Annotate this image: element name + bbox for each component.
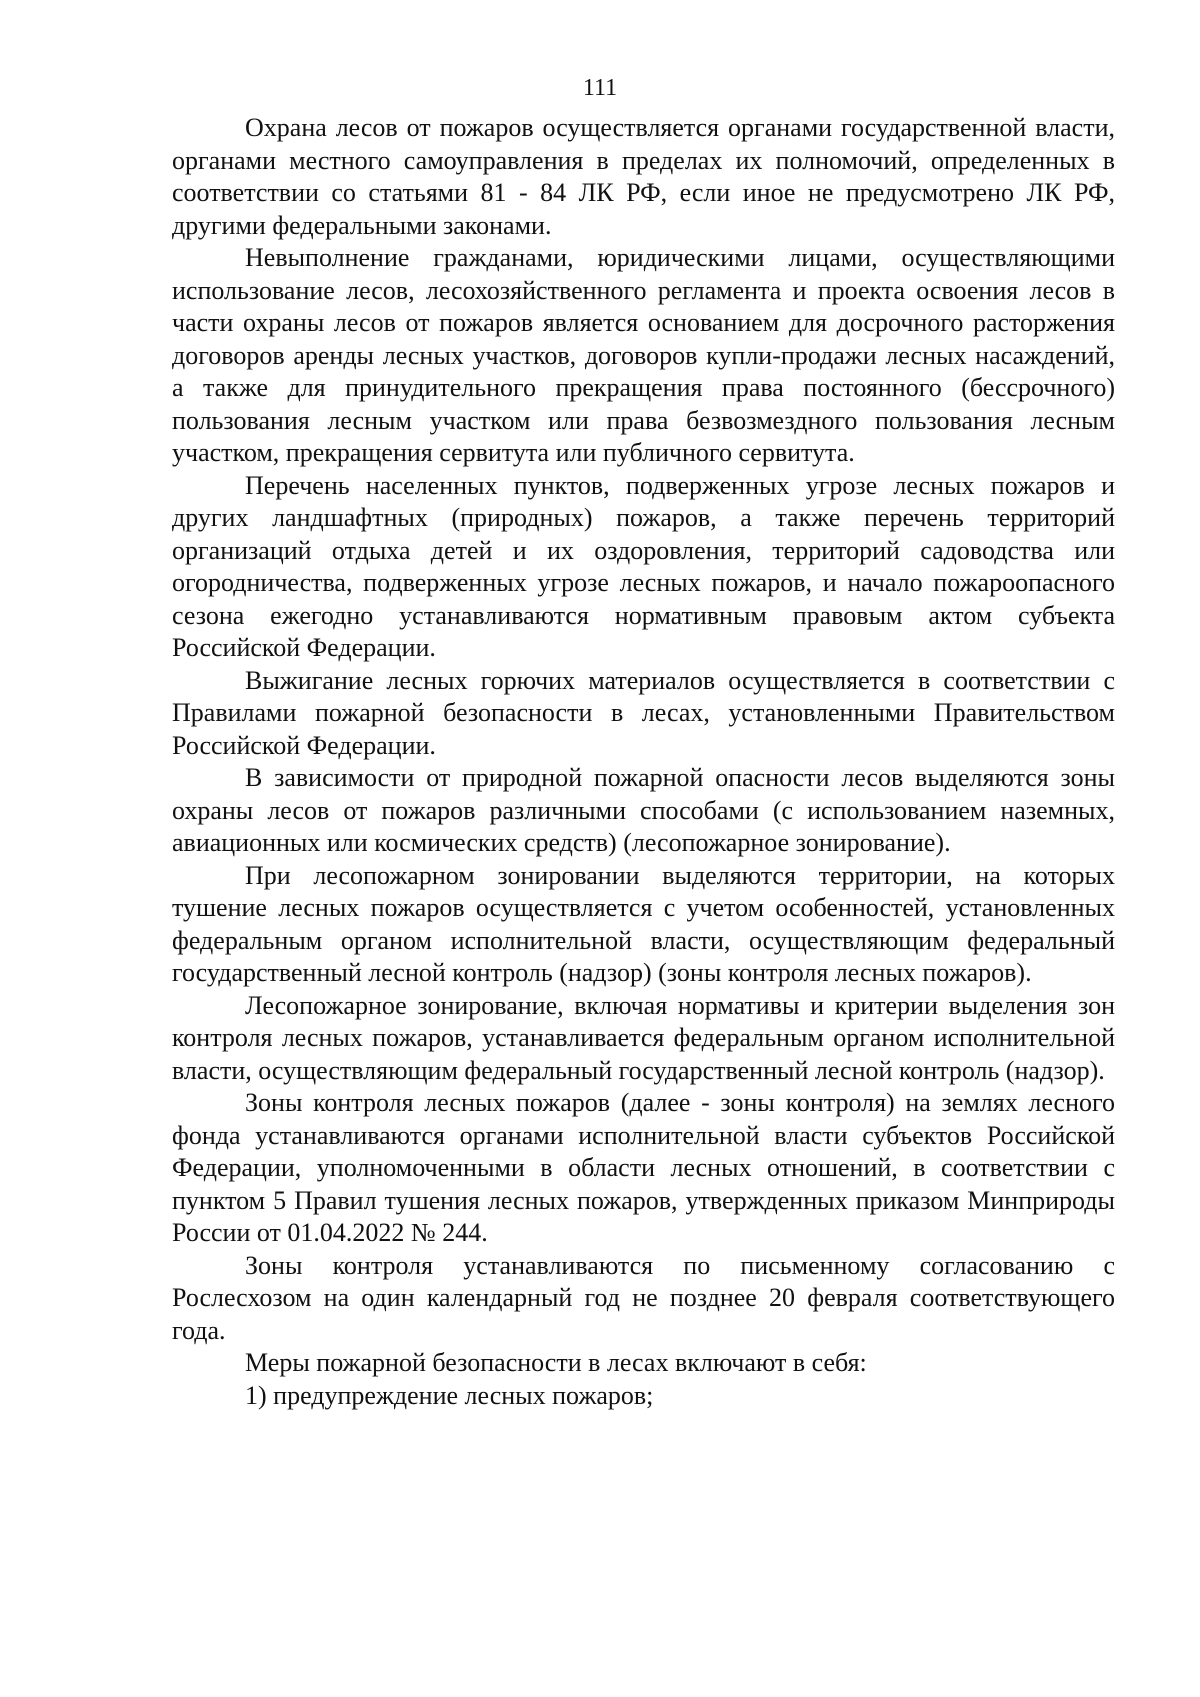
paragraph-burning-fuel-materials: Выжигание лесных горючих материалов осуществляется в соответствии с Правилами пожарной безопасности в лесах, установленными Правительством Российской Федерации. — [172, 665, 1115, 760]
paragraph-fire-zoning: В зависимости от природной пожарной опасности лесов выделяются зоны охраны лесов от пожаров различными способами (с использованием наземных, авиационных или космических средств) (лесопожарное зонирование). — [172, 763, 1115, 857]
paragraph-fire-safety-measures: Меры пожарной безопасности в лесах включают в себя: — [245, 1348, 867, 1377]
paragraph-control-zones-establishment: Зоны контроля лесных пожаров (далее - зоны контроля) на землях лесного фонда устанавливаются органами исполнительной власти субъектов Российской Федерации, уполномоченными в области лесных отношений, в соответствии с пунктом 5 Правил тушения лесных пожаров, утвержденных приказом Минприроды России от 01.04.2022 № 244. — [172, 1088, 1115, 1247]
paragraph-zoning-criteria: Лесопожарное зонирование, включая нормативы и критерии выделения зон контроля лесных пожаров, устанавливается федеральным органом исполнительной власти, осуществляющим федеральный государственный лесной контроль (надзор). — [172, 990, 1115, 1085]
paragraph-control-zones-approval: Зоны контроля устанавливаются по письменному согласованию с Рослесхозом на один календарный год не позднее 20 февраля соответствующего года. — [172, 1250, 1115, 1345]
paragraph-fire-protection-authorities: Охрана лесов от пожаров осуществляется органами государственной власти, органами местного самоуправления в пределах их полномочий, определенных в соответствии со статьями 81 - 84 ЛК РФ, если иное не предусмотрено ЛК РФ, другими федеральными законами. — [172, 113, 1115, 240]
page-number: 111 — [582, 75, 618, 101]
document-body — [172, 112, 1115, 1412]
list-item-fire-prevention: 1) предупреждение лесных пожаров; — [245, 1380, 654, 1410]
paragraph-settlements-at-risk: Перечень населенных пунктов, подверженных угрозе лесных пожаров и других ландшафтных (природных) пожаров, а также перечень территорий организаций отдыха детей и их оздоровления, территорий садоводства или огородничества, подверженных угрозе лесных пожаров, и начало пожароопасного сезона ежегодно устанавливаются нормативным правовым актом субъекта Российской Федерации. — [172, 470, 1115, 662]
paragraph-non-compliance-consequences: Невыполнение гражданами, юридическими лицами, осуществляющими использование лесов, лесохозяйственного регламента и проекта освоения лесов в части охраны лесов от пожаров является основанием для досрочного расторжения договоров аренды лесных участков, договоров купли-продажи лесных насаждений, а также для принудительного прекращения права постоянного (бессрочного) пользования лесным участком или права безвозмездного пользования лесным участком, прекращения сервитута или публичного сервитута. — [172, 243, 1115, 467]
paragraph-control-zones-definition: При лесопожарном зонировании выделяются территории, на которых тушение лесных пожаров осуществляется с учетом особенностей, установленных федеральным органом исполнительной власти, осуществляющим федеральный государственный лесной контроль (надзор) (зоны контроля лесных пожаров). — [172, 860, 1115, 987]
